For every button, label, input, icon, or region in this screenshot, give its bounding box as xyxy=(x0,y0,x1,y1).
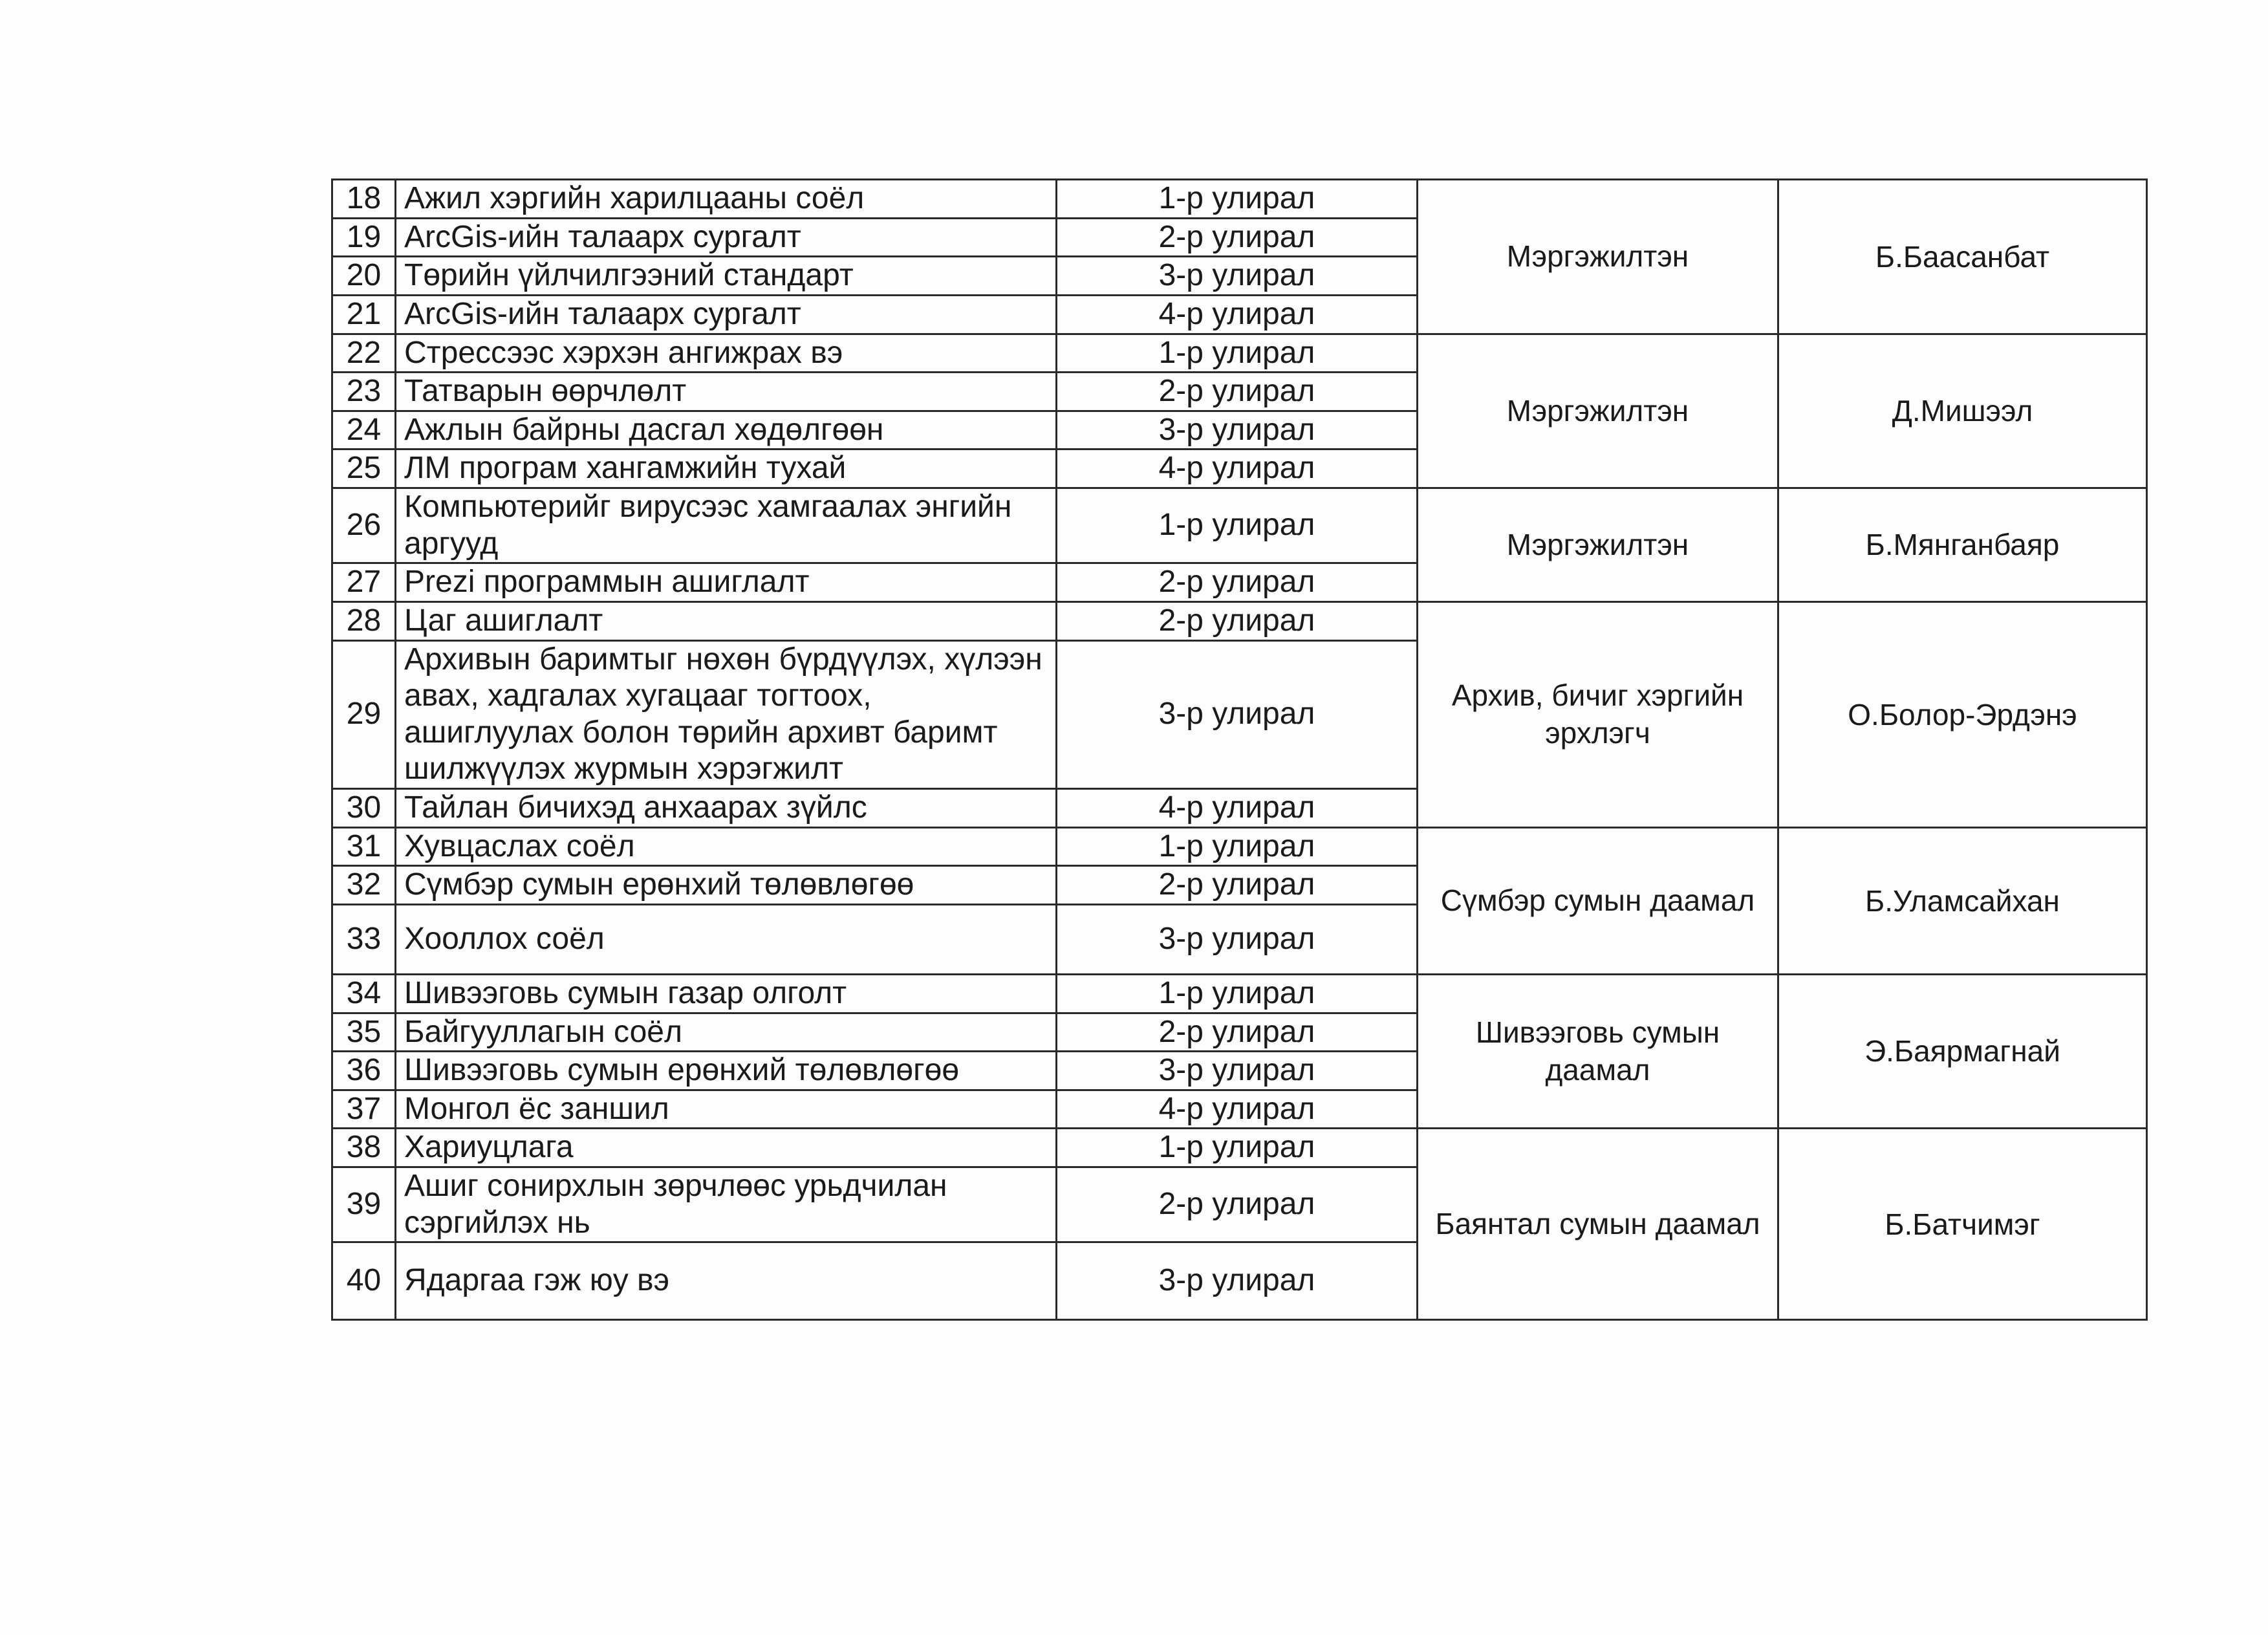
table-row xyxy=(332,827,2147,866)
row-number: 28 xyxy=(332,601,396,640)
person-cell: О.Болор-Эрдэнэ xyxy=(1778,601,2147,827)
table-row xyxy=(332,334,2147,373)
row-number: 34 xyxy=(332,974,396,1013)
quarter-cell: 4-р улирал xyxy=(1057,295,1418,334)
person-cell: Б.Батчимэг xyxy=(1778,1129,2147,1320)
row-number: 40 xyxy=(332,1242,396,1320)
topic-cell: ЛМ програм хангамжийн тухай xyxy=(396,449,1057,488)
topic-cell: Ядаргаа гэж юу вэ xyxy=(396,1242,1057,1320)
row-number: 33 xyxy=(332,904,396,974)
topic-cell: Татварын өөрчлөлт xyxy=(396,373,1057,411)
table-row xyxy=(332,1129,2147,1167)
training-schedule-table xyxy=(331,179,2148,1321)
topic-cell: Prezi программын ашиглалт xyxy=(396,563,1057,602)
row-number: 37 xyxy=(332,1090,396,1129)
quarter-cell: 1-р улирал xyxy=(1057,1129,1418,1167)
topic-cell: Сүмбэр сумын ерөнхий төлөвлөгөө xyxy=(396,866,1057,905)
row-number: 32 xyxy=(332,866,396,905)
topic-cell: Хувцаслах соёл xyxy=(396,827,1057,866)
quarter-cell: 3-р улирал xyxy=(1057,904,1418,974)
quarter-cell: 2-р улирал xyxy=(1057,373,1418,411)
table-row xyxy=(332,488,2147,563)
quarter-cell: 3-р улирал xyxy=(1057,411,1418,449)
row-number: 24 xyxy=(332,411,396,449)
quarter-cell: 3-р улирал xyxy=(1057,257,1418,296)
topic-cell: Ажил хэргийн харилцааны соёл xyxy=(396,180,1057,219)
quarter-cell: 3-р улирал xyxy=(1057,1242,1418,1320)
quarter-cell: 3-р улирал xyxy=(1057,1052,1418,1090)
table-row xyxy=(332,974,2147,1013)
quarter-cell: 4-р улирал xyxy=(1057,1090,1418,1129)
person-cell: Б.Уламсайхан xyxy=(1778,827,2147,974)
row-number: 27 xyxy=(332,563,396,602)
table-row xyxy=(332,601,2147,640)
position-cell: Мэргэжилтэн xyxy=(1418,488,1778,602)
topic-cell: Цаг ашиглалт xyxy=(396,601,1057,640)
person-cell: Э.Баярмагнай xyxy=(1778,974,2147,1129)
quarter-cell: 1-р улирал xyxy=(1057,827,1418,866)
row-number: 21 xyxy=(332,295,396,334)
topic-cell: Төрийн үйлчилгээний стандарт xyxy=(396,257,1057,296)
position-cell: Шивээговь сумын даамал xyxy=(1418,974,1778,1129)
topic-cell: Ашиг сонирхлын зөрчлөөс урьдчилан сэргийлэх нь xyxy=(396,1167,1057,1242)
person-cell: Б.Мянганбаяр xyxy=(1778,488,2147,602)
topic-cell: Байгууллагын соёл xyxy=(396,1013,1057,1052)
quarter-cell: 2-р улирал xyxy=(1057,866,1418,905)
table-row xyxy=(332,180,2147,219)
topic-cell: Тайлан бичихэд анхаарах зүйлс xyxy=(396,789,1057,828)
quarter-cell: 2-р улирал xyxy=(1057,1167,1418,1242)
topic-cell: Шивээговь сумын газар олголт xyxy=(396,974,1057,1013)
quarter-cell: 2-р улирал xyxy=(1057,218,1418,257)
row-number: 19 xyxy=(332,218,396,257)
row-number: 31 xyxy=(332,827,396,866)
row-number: 22 xyxy=(332,334,396,373)
quarter-cell: 1-р улирал xyxy=(1057,974,1418,1013)
quarter-cell: 1-р улирал xyxy=(1057,334,1418,373)
row-number: 29 xyxy=(332,640,396,789)
person-cell: Б.Баасанбат xyxy=(1778,180,2147,334)
row-number: 26 xyxy=(332,488,396,563)
position-cell: Мэргэжилтэн xyxy=(1418,180,1778,334)
row-number: 38 xyxy=(332,1129,396,1167)
row-number: 23 xyxy=(332,373,396,411)
topic-cell: ArcGis-ийн талаарх сургалт xyxy=(396,218,1057,257)
position-cell: Сүмбэр сумын даамал xyxy=(1418,827,1778,974)
person-cell: Д.Мишээл xyxy=(1778,334,2147,488)
topic-cell: Хариуцлага xyxy=(396,1129,1057,1167)
topic-cell: Ажлын байрны дасгал хөдөлгөөн xyxy=(396,411,1057,449)
topic-cell: Монгол ёс заншил xyxy=(396,1090,1057,1129)
topic-cell: Шивээговь сумын ерөнхий төлөвлөгөө xyxy=(396,1052,1057,1090)
topic-cell: Архивын баримтыг нөхөн бүрдүүлэх, хүлээн авах, хадгалах хугацааг тогтоох, ашиглуулах болон төрийн архивт баримт шилжүүлэх журмын хэрэгжилт xyxy=(396,640,1057,789)
position-cell: Баянтал сумын даамал xyxy=(1418,1129,1778,1320)
row-number: 25 xyxy=(332,449,396,488)
topic-cell: Компьютерийг вирусээс хамгаалах энгийн аргууд xyxy=(396,488,1057,563)
quarter-cell: 2-р улирал xyxy=(1057,601,1418,640)
topic-cell: Хооллох соёл xyxy=(396,904,1057,974)
quarter-cell: 4-р улирал xyxy=(1057,789,1418,828)
row-number: 39 xyxy=(332,1167,396,1242)
quarter-cell: 2-р улирал xyxy=(1057,563,1418,602)
quarter-cell: 4-р улирал xyxy=(1057,449,1418,488)
topic-cell: ArcGis-ийн талаарх сургалт xyxy=(396,295,1057,334)
quarter-cell: 1-р улирал xyxy=(1057,488,1418,563)
row-number: 30 xyxy=(332,789,396,828)
quarter-cell: 1-р улирал xyxy=(1057,180,1418,219)
row-number: 18 xyxy=(332,180,396,219)
quarter-cell: 2-р улирал xyxy=(1057,1013,1418,1052)
topic-cell: Стрессээс хэрхэн ангижрах вэ xyxy=(396,334,1057,373)
position-cell: Мэргэжилтэн xyxy=(1418,334,1778,488)
quarter-cell: 3-р улирал xyxy=(1057,640,1418,789)
row-number: 36 xyxy=(332,1052,396,1090)
position-cell: Архив, бичиг хэргийн эрхлэгч xyxy=(1418,601,1778,827)
row-number: 20 xyxy=(332,257,396,296)
row-number: 35 xyxy=(332,1013,396,1052)
